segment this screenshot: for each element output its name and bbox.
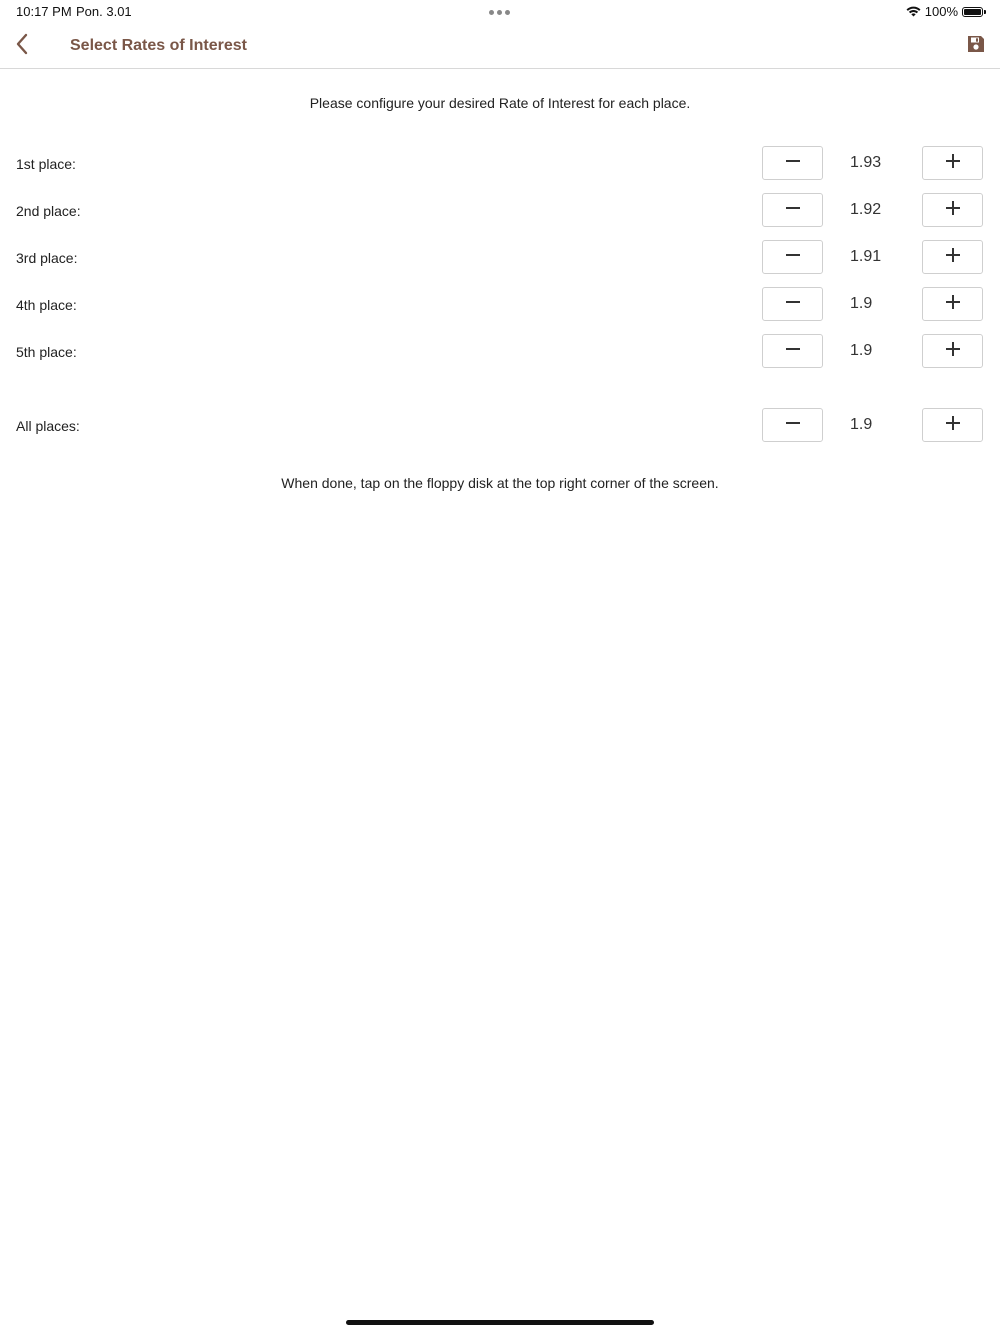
rate-value: 1.9 <box>850 342 873 359</box>
battery-icon <box>962 7 986 17</box>
rate-row-5th <box>0 334 1000 370</box>
multitasking-dots-icon[interactable] <box>489 10 510 15</box>
rate-value: 1.92 <box>850 201 882 218</box>
plus-icon <box>945 200 961 221</box>
decrement-all-button[interactable] <box>762 408 823 442</box>
rate-value: 1.91 <box>850 248 882 265</box>
status-date: Pon. 3.01 <box>76 4 132 19</box>
increment-button[interactable] <box>922 146 983 180</box>
increment-all-button[interactable] <box>922 408 983 442</box>
decrement-button[interactable] <box>762 193 823 227</box>
chevron-left-icon <box>15 33 29 60</box>
row-label: 5th place: <box>16 344 77 360</box>
plus-icon <box>945 415 961 436</box>
nav-bar <box>0 24 1000 69</box>
rate-row-3rd <box>0 240 1000 276</box>
row-label: All places: <box>16 418 80 434</box>
increment-button[interactable] <box>922 193 983 227</box>
decrement-button[interactable] <box>762 240 823 274</box>
wifi-icon <box>906 6 921 17</box>
back-button[interactable] <box>8 32 36 60</box>
plus-icon <box>945 153 961 174</box>
save-button[interactable] <box>964 34 988 58</box>
rate-row-1st <box>0 146 1000 182</box>
rate-row-2nd <box>0 193 1000 229</box>
minus-icon <box>785 341 801 362</box>
decrement-button[interactable] <box>762 287 823 321</box>
increment-button[interactable] <box>922 334 983 368</box>
page-title: Select Rates of Interest <box>70 37 247 54</box>
row-label: 2nd place: <box>16 203 81 219</box>
minus-icon <box>785 247 801 268</box>
row-label: 1st place: <box>16 156 76 172</box>
rate-row-all-places <box>0 408 1000 444</box>
status-indicators <box>906 4 986 19</box>
rate-value: 1.93 <box>850 154 882 171</box>
done-hint-text: When done, tap on the floppy disk at the top right corner of the screen. <box>281 475 719 491</box>
minus-icon <box>785 294 801 315</box>
increment-button[interactable] <box>922 287 983 321</box>
row-label: 4th place: <box>16 297 77 313</box>
status-bar <box>0 0 1000 24</box>
plus-icon <box>945 341 961 362</box>
decrement-button[interactable] <box>762 146 823 180</box>
intro-text: Please configure your desired Rate of Interest for each place. <box>309 95 691 111</box>
home-indicator[interactable] <box>346 1320 654 1325</box>
minus-icon <box>785 415 801 436</box>
floppy-disk-icon <box>966 34 986 59</box>
minus-icon <box>785 153 801 174</box>
increment-button[interactable] <box>922 240 983 274</box>
battery-percent: 100% <box>924 4 958 19</box>
decrement-button[interactable] <box>762 334 823 368</box>
status-time: 10:17 PM <box>16 4 72 19</box>
rate-value: 1.9 <box>850 295 873 312</box>
plus-icon <box>945 294 961 315</box>
all-places-value: 1.9 <box>850 416 873 433</box>
row-label: 3rd place: <box>16 250 78 266</box>
minus-icon <box>785 200 801 221</box>
plus-icon <box>945 247 961 268</box>
rate-row-4th <box>0 287 1000 323</box>
